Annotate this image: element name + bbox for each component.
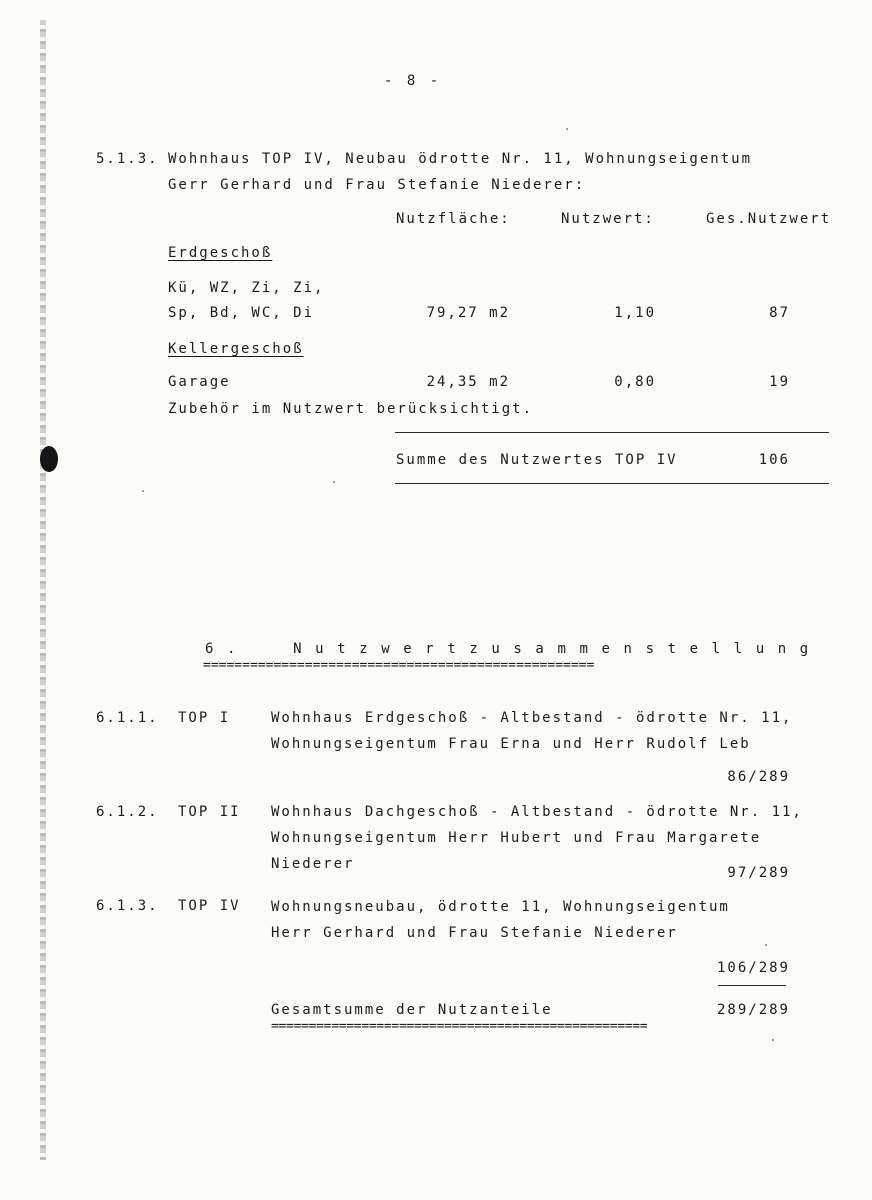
total-underline: ================================================== [271, 1019, 648, 1034]
total-label: Gesamtsumme der Nutzanteile [271, 1002, 553, 1018]
entry-top: TOP I [178, 710, 231, 726]
scan-speck [333, 481, 335, 483]
section-title-line1: Wohnhaus TOP IV, Neubau ödrotte Nr. 11, Wohnungseigentum [168, 151, 753, 167]
total-value: 87 [769, 305, 790, 321]
sum-value: 106 [758, 452, 790, 468]
column-header-total: Ges.Nutzwert [706, 211, 832, 227]
area-value: 79,27 m2 [426, 305, 510, 321]
total-value: 289/289 [716, 1002, 790, 1018]
rooms-line: Garage [168, 374, 231, 390]
note: Zubehör im Nutzwert berücksichtigt. [168, 401, 534, 417]
column-header-area: Nutzfläche: [396, 211, 511, 227]
entry-line: Wohnungseigentum Frau Erna und Herr Rudolf Leb [271, 736, 751, 752]
area-value: 24,35 m2 [426, 374, 510, 390]
scan-speck [765, 944, 767, 946]
scan-speck [566, 128, 568, 130]
sum-rule-bottom [395, 483, 829, 484]
floor-name: Erdgeschoß [168, 245, 273, 261]
entry-line: Niederer [271, 856, 355, 872]
page-number: - 8 - [384, 73, 442, 89]
entry-top: TOP IV [178, 898, 241, 914]
section-title-line2: Gerr Gerhard und Frau Stefanie Niederer: [168, 177, 586, 193]
entry-line: Wohnhaus Dachgeschoß - Altbestand - ödrotte Nr. 11, [271, 804, 803, 820]
nutzwert-value: 0,80 [614, 374, 656, 390]
entry-line: Wohnungseigentum Herr Hubert und Frau Margarete [271, 830, 762, 846]
scan-speck [772, 1039, 774, 1041]
entry-top: TOP II [178, 804, 241, 820]
share-rule [718, 985, 786, 986]
entry-share: 106/289 [716, 960, 790, 976]
entry-number: 6.1.2. [96, 804, 159, 820]
entry-line: Wohnungsneubau, ödrotte 11, Wohnungseigentum [271, 899, 730, 915]
entry-number: 6.1.1. [96, 710, 159, 726]
section-number: 5.1.3. [96, 151, 159, 167]
punch-hole [40, 446, 58, 472]
column-header-value: Nutzwert: [561, 211, 655, 227]
rooms-line: Sp, Bd, WC, Di [168, 305, 315, 321]
sum-label: Summe des Nutzwertes TOP IV [396, 452, 678, 468]
rooms-line: Kü, WZ, Zi, Zi, [168, 280, 325, 296]
entry-line: Wohnhaus Erdgeschoß - Altbestand - ödrotte Nr. 11, [271, 710, 793, 726]
heading-underline: ================================================== [203, 658, 595, 673]
total-value: 19 [769, 374, 790, 390]
entry-share: 97/289 [727, 865, 790, 881]
floor-name: Kellergeschoß [168, 341, 304, 357]
scan-speck [142, 490, 144, 492]
entry-share: 86/289 [727, 769, 790, 785]
nutzwert-value: 1,10 [614, 305, 656, 321]
section-heading: 6. Nutzwertzusammenstellung [205, 641, 822, 657]
binding-edge [40, 20, 46, 1160]
sum-rule-top [395, 432, 829, 433]
entry-number: 6.1.3. [96, 898, 159, 914]
entry-line: Herr Gerhard und Frau Stefanie Niederer [271, 925, 678, 941]
